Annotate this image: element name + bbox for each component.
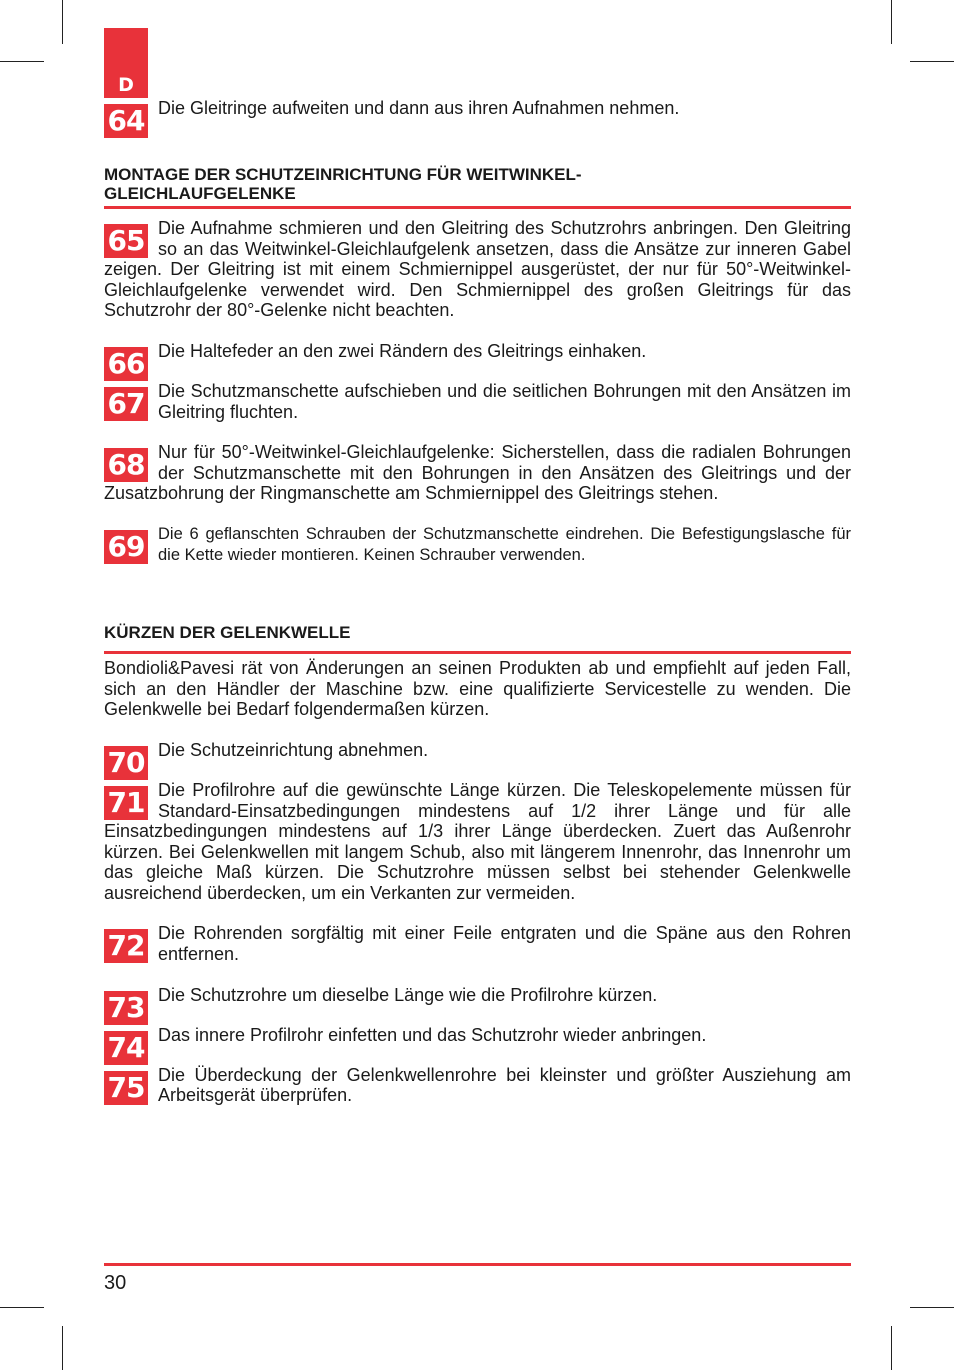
language-tab: D (104, 28, 148, 98)
step-text: Die Gleitringe aufweiten und dann aus ihren Aufnahmen nehmen. (158, 98, 680, 118)
step-73 (104, 985, 851, 1025)
footer-rule (104, 1263, 851, 1266)
step-64 (104, 98, 851, 138)
crop-mark (910, 61, 954, 62)
step-number: 66 (104, 347, 148, 381)
step-number: 71 (104, 786, 148, 820)
page-number: 30 (104, 1272, 127, 1294)
step-number: 67 (104, 387, 148, 421)
step-text: Die Profilrohre auf die gewünschte Länge kürzen. Die Teleskopelemente müssen für Standard-Einsatzbedingungen mindestens auf 1/2 ihrer Länge und für alle Einsatzbedingungen mindestens auf 1/3 ihrer Länge überdecken. Zuert das Außenrohr kürzen. Bei Gelenkwellen mit langem Schub, also mit längerem Innenrohr, das Innenrohr um das gleiche Maß kürzen. Die Schutzrohre müssen selbst bei stehender Gelenkwelle ausreichend überdecken, um ein Verkanten zur vermeiden. (104, 779, 851, 903)
step-text: Die Überdeckung der Gelenkwellenrohre bei kleinster und größter Ausziehung am Arbeitsgerät überprüfen. (158, 1064, 851, 1106)
step-69 (104, 524, 851, 565)
step-number: 72 (104, 929, 148, 963)
step-text: Nur für 50°-Weitwinkel-Gleichlaufgelenke: Sicherstellen, dass die radialen Bohrungen der Schutzmanschette mit den Bohrungen in den Ansätzen des Gleitrings und der Zusatzbohrung der Ringmanschette am Schmiernippel des Gleitrings stehen. (104, 442, 851, 504)
step-text: Die Haltefeder an den zwei Rändern des Gleitrings einhaken. (158, 340, 647, 361)
crop-mark (891, 0, 892, 44)
page-content (104, 98, 851, 1106)
step-number: 68 (104, 448, 148, 482)
step-66 (104, 341, 851, 381)
step-65 (104, 218, 851, 321)
step-text: Die Schutzrohre um dieselbe Länge wie die Profilrohre kürzen. (158, 984, 658, 1005)
crop-mark (0, 1307, 44, 1308)
step-number: 69 (104, 530, 148, 564)
section-kuerzen (104, 623, 851, 654)
crop-mark (62, 0, 63, 44)
step-number: 75 (104, 1071, 148, 1105)
crop-mark (910, 1307, 954, 1308)
step-text: Das innere Profilrohr einfetten und das Schutzrohr wieder anbringen. (158, 1024, 707, 1045)
step-number: 70 (104, 746, 148, 780)
section-rule (104, 206, 851, 209)
step-number: 73 (104, 991, 148, 1025)
step-text: Die Rohrenden sorgfältig mit einer Feile entgraten und die Späne aus den Rohren entfernen. (158, 923, 851, 965)
step-75 (104, 1065, 851, 1106)
step-number: 74 (104, 1031, 148, 1065)
step-text: Die 6 geflanschten Schrauben der Schutzmanschette eindrehen. Die Befestigungslasche für die Kette wieder montieren. Keinen Schrauber verwenden. (158, 524, 851, 564)
section-rule (104, 651, 851, 654)
crop-mark (891, 1326, 892, 1370)
step-72 (104, 923, 851, 964)
crop-mark (62, 1326, 63, 1370)
step-70 (104, 740, 851, 780)
section-heading: MONTAGE DER SCHUTZEINRICHTUNG FÜR WEITWINKEL-GLEICHLAUFGELENKE (104, 165, 582, 203)
section-heading: KÜRZEN DER GELENKWELLE (104, 623, 351, 643)
crop-mark (0, 61, 44, 62)
step-text: Die Schutzmanschette aufschieben und die seitlichen Bohrungen mit den Ansätzen im Gleitring fluchten. (158, 380, 851, 422)
section-montage (104, 165, 851, 209)
step-text: Die Schutzeinrichtung abnehmen. (158, 739, 429, 760)
step-text: Die Aufnahme schmieren und den Gleitring des Schutzrohrs anbringen. Den Gleitring so an das Weitwinkel-Gleichlaufgelenk ansetzen, dass die Ansätze zur inneren Gabel zeigen. Der Gleitring ist mit einem Schmiernippel ausgerüstet, der nur für 50°-Weitwinkel-Gleichlaufgelenke verwendet wird. Den Schmiernippel des großen Gleitrings für das Schutzrohr der 80°-Gelenke nicht beachten. (104, 218, 851, 321)
step-74 (104, 1025, 851, 1065)
step-number: 64 (104, 104, 148, 138)
step-68 (104, 442, 851, 504)
step-71 (104, 780, 851, 904)
section-intro: Bondioli&Pavesi rät von Änderungen an seinen Produkten ab und empfiehlt auf jeden Fall, sich an den Händler der Maschine bzw. eine qualifizierte Servicestelle zu wenden. Die Gelenkwelle bei Bedarf folgendermaßen kürzen. (104, 658, 851, 720)
step-67 (104, 381, 851, 422)
step-number: 65 (104, 224, 148, 258)
